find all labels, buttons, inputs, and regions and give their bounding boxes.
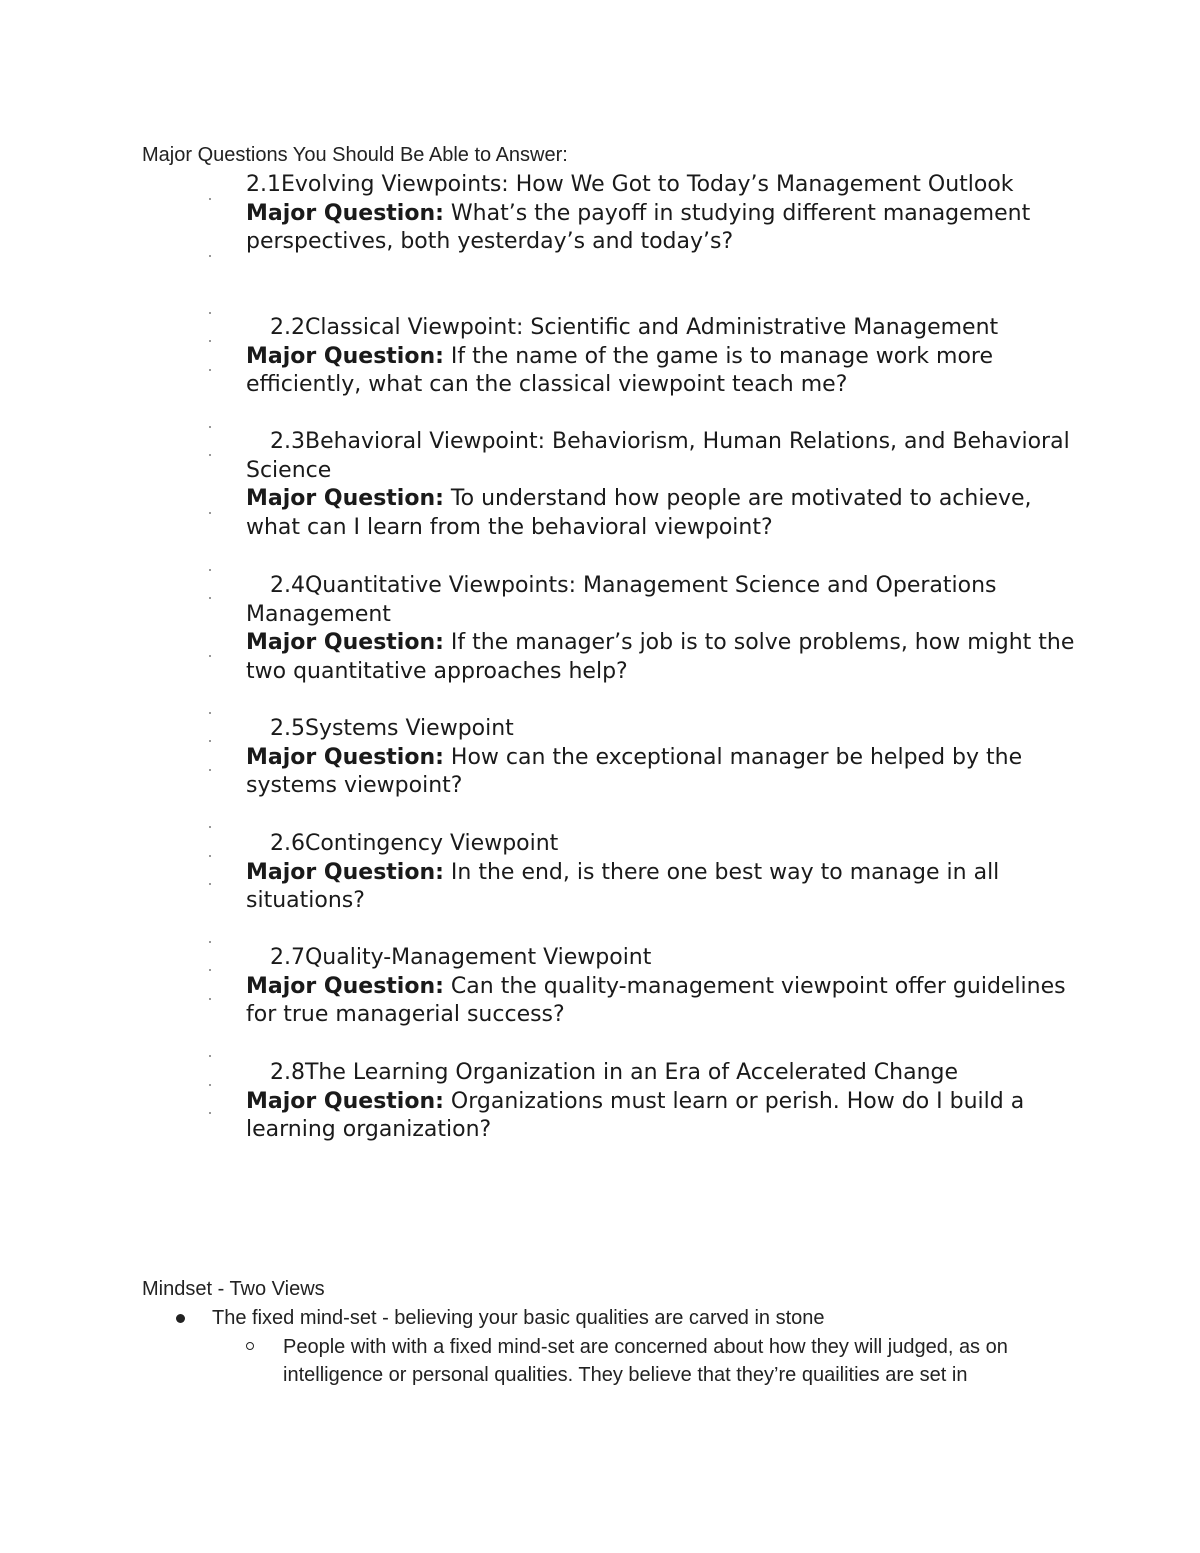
question-text: If the name of the game is to manage work more efficiently, what can the classical viewpoint teach me? [246, 343, 994, 397]
margin-dot [209, 941, 212, 944]
list-item-text: The fixed mind-set - believing your basic qualities are carved in stone [212, 1307, 825, 1329]
section-title: 2.8The Learning Organization in an Era of Accelerated Change [270, 1060, 959, 1085]
question-label: Major Question: [246, 200, 444, 226]
margin-dot [209, 597, 212, 600]
section-2-7 [246, 944, 1076, 1030]
margin-dot [209, 855, 212, 858]
section-question [246, 630, 1074, 684]
section-title: 2.3Behavioral Viewpoint: Behaviorism, Human Relations, and Behavioral Science [246, 429, 1070, 483]
question-text: Organizations must learn or perish. How do I build a learning organization? [246, 1088, 1025, 1142]
margin-dot [209, 769, 212, 772]
margin-dot [209, 655, 212, 658]
margin-dot [209, 826, 212, 829]
section-question [246, 974, 1066, 1028]
section-question [246, 745, 1022, 799]
margin-dot [209, 454, 212, 457]
section-question [246, 344, 993, 398]
margin-dot [209, 740, 212, 743]
question-label: Major Question: [246, 343, 444, 369]
question-text: If the manager’s job is to solve problems, how might the two quantitative approaches help? [246, 630, 1075, 684]
question-text: How can the exceptional manager be helped by the systems viewpoint? [246, 744, 1023, 798]
margin-dot [209, 312, 212, 315]
section-question [246, 201, 1030, 255]
section-2-2 [246, 314, 1076, 400]
margin-dot [209, 340, 212, 343]
question-label: Major Question: [246, 973, 444, 999]
question-label: Major Question: [246, 486, 444, 511]
margin-dot [209, 998, 212, 1001]
question-text: Can the quality-management viewpoint offer guidelines for true managerial success? [246, 973, 1066, 1027]
section-2-6 [246, 830, 1076, 916]
section-title: 2.5Systems Viewpoint [270, 716, 514, 741]
major-questions-heading: Major Questions You Should Be Able to Answer: [142, 144, 568, 166]
question-text: To understand how people are motivated to achieve, what can I learn from the behavioral viewpoint? [246, 486, 1032, 540]
margin-dot [209, 1112, 212, 1115]
section-title: 2.4Quantitative Viewpoints: Management Science and Operations Management [246, 573, 997, 627]
section-2-4 [246, 572, 1076, 686]
section-2-1 [246, 171, 1076, 257]
question-label: Major Question: [246, 859, 444, 885]
question-label: Major Question: [246, 744, 444, 770]
margin-dot [209, 512, 212, 515]
filled-bullet-icon [176, 1314, 185, 1323]
mindset-heading: Mindset - Two Views [142, 1278, 325, 1300]
margin-dot [209, 369, 212, 372]
section-question [246, 1089, 1024, 1143]
margin-dot [209, 255, 212, 258]
section-2-5 [246, 715, 1076, 801]
section-title: 2.6Contingency Viewpoint [270, 831, 559, 856]
section-question [246, 860, 999, 914]
margin-dot [209, 712, 212, 715]
question-label: Major Question: [246, 630, 444, 655]
section-title: 2.7Quality-Management Viewpoint [270, 945, 652, 970]
margin-dot [209, 569, 212, 572]
margin-dot [209, 426, 212, 429]
margin-dot [209, 1084, 212, 1087]
section-title: 2.1Evolving Viewpoints: How We Got to Today’s Management Outlook [246, 172, 1014, 197]
section-2-8 [246, 1059, 1076, 1145]
margin-dot [209, 1055, 212, 1058]
margin-dot [209, 883, 212, 886]
margin-dot [209, 969, 212, 972]
hollow-bullet-icon [246, 1342, 254, 1350]
question-label: Major Question: [246, 1088, 444, 1114]
margin-dot [209, 198, 212, 201]
section-title: 2.2Classical Viewpoint: Scientific and Administrative Management [270, 315, 999, 340]
question-text: In the end, is there one best way to manage in all situations? [246, 859, 1000, 913]
sub-list-item-text: People with with a fixed mind-set are concerned about how they will judged, as on intelligence or personal qualities. They believe that they’re quailities are set in [283, 1336, 1008, 1386]
section-2-3 [246, 428, 1076, 542]
question-text: What’s the payoff in studying different management perspectives, both yesterday’s and today’s? [246, 200, 1031, 254]
section-question [246, 486, 1032, 540]
